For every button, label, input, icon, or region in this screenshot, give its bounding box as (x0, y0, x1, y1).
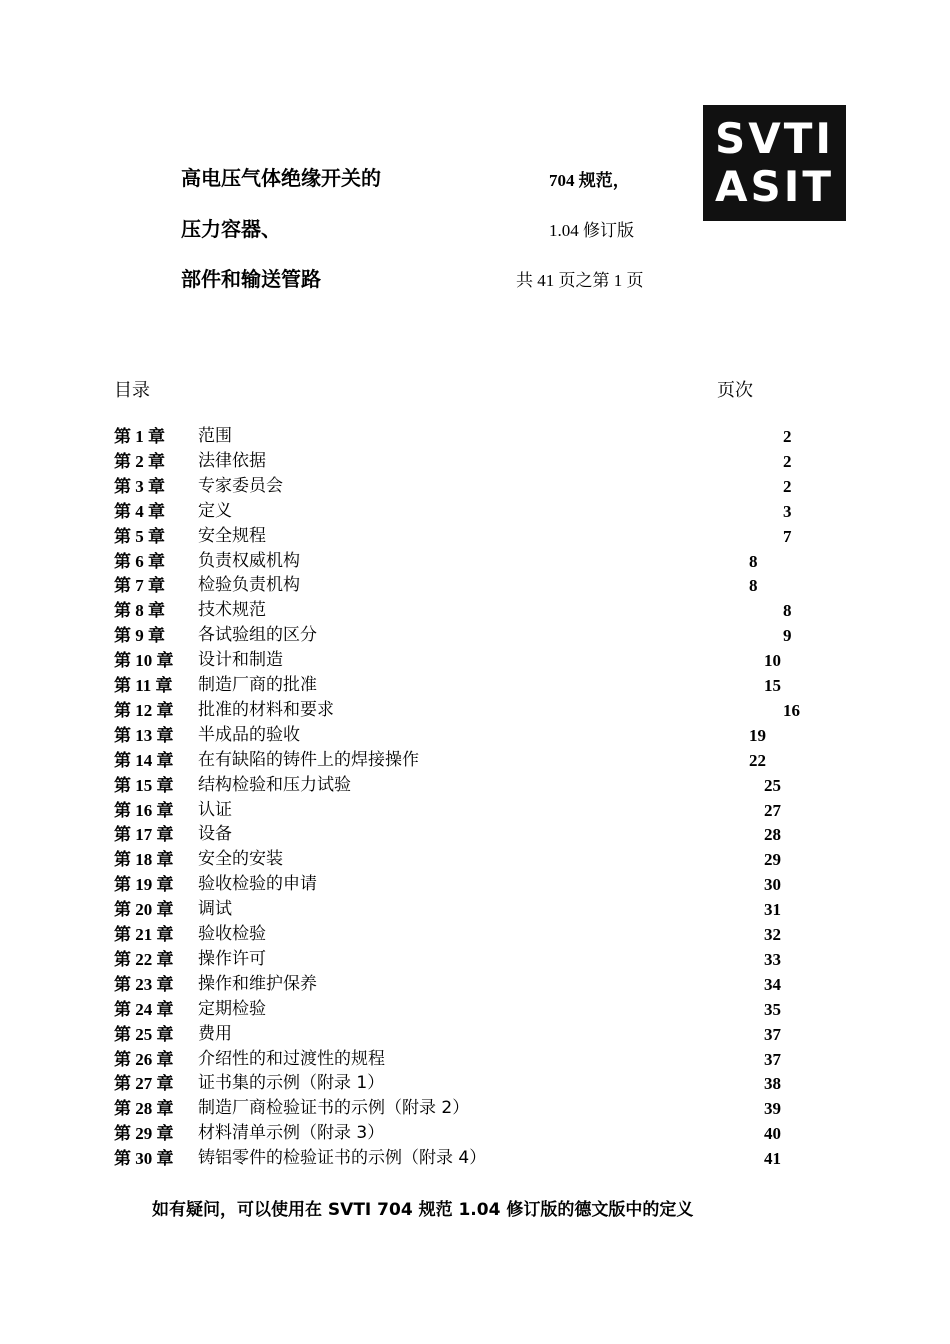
toc-entry[interactable] (114, 748, 834, 773)
toc-chapter-number: 第 11 章 (114, 676, 173, 695)
spec-label: 704 规范， (549, 171, 630, 190)
toc-chapter-number: 第 24 章 (114, 999, 174, 1019)
toc-chapter-title: 检验负责机构 (198, 575, 300, 596)
toc-chapter-title: 制造厂商的批准 (198, 675, 317, 695)
svti-asit-logo (703, 105, 846, 221)
toc-page-number: 35 (764, 999, 781, 1019)
title-line-1: 高电压气体绝缘开关的 (181, 166, 381, 190)
toc-page-number: 8 (749, 576, 758, 596)
toc-chapter-number: 第 9 章 (114, 626, 165, 646)
toc-chapter-number: 第 17 章 (114, 825, 174, 845)
toc-page-heading: 页次 (717, 380, 753, 401)
toc-chapter-number: 第 15 章 (114, 775, 174, 795)
page-info: 共 41 页之第 1 页 (516, 271, 644, 290)
toc-chapter-title: 法律依据 (198, 450, 266, 471)
toc-entry[interactable] (114, 872, 834, 897)
toc-chapter-title: 操作许可 (198, 948, 266, 969)
toc-entry[interactable] (114, 1071, 834, 1096)
toc-page-number: 31 (764, 900, 781, 920)
title-line-2: 压力容器、 (181, 217, 281, 241)
toc-chapter-title: 范围 (198, 426, 232, 446)
toc-chapter-number: 第 5 章 (114, 526, 165, 546)
toc-page-number: 29 (764, 850, 781, 870)
toc-page-number: 8 (783, 601, 792, 621)
toc-chapter-title: 结构检验和压力试验 (198, 774, 351, 795)
toc-chapter-title: 技术规范 (198, 600, 266, 621)
toc-chapter-title: 安全的安装 (198, 849, 283, 870)
toc-chapter-title: 批准的材料和要求 (198, 699, 334, 720)
toc-chapter-title: 在有缺陷的铸件上的焊接操作 (198, 749, 419, 770)
toc-page-number: 19 (749, 725, 766, 745)
toc-entry[interactable] (114, 673, 834, 698)
logo-line-1: SVTI (714, 114, 835, 163)
toc-chapter-number: 第 13 章 (114, 725, 174, 745)
toc-page-number: 7 (783, 526, 792, 546)
toc-chapter-number: 第 30 章 (114, 1149, 174, 1169)
toc-chapter-number: 第 3 章 (114, 476, 165, 496)
footer-note: 如有疑问，可以使用在 SVTI 704 规范 1.04 修订版的德文版中的定义 (152, 1200, 694, 1220)
toc-page-number: 34 (764, 974, 781, 994)
toc-chapter-number: 第 18 章 (114, 850, 174, 870)
toc-page-number: 8 (749, 551, 758, 571)
toc-chapter-title: 各试验组的区分 (198, 625, 317, 646)
toc-chapter-number: 第 25 章 (114, 1024, 174, 1044)
toc-chapter-number: 第 26 章 (114, 1049, 174, 1069)
toc-page-number: 41 (764, 1149, 781, 1169)
toc-entry[interactable] (114, 573, 834, 598)
toc-entry[interactable] (114, 474, 834, 499)
toc-page-number: 10 (764, 651, 781, 671)
toc-chapter-number: 第 16 章 (114, 800, 174, 820)
toc-page-number: 2 (783, 476, 792, 496)
toc-chapter-number: 第 1 章 (114, 427, 165, 446)
toc-chapter-title: 制造厂商检验证书的示例（附录 2） (198, 1098, 470, 1119)
toc-page-number: 9 (783, 626, 792, 646)
toc-entry[interactable] (114, 798, 834, 823)
toc-page-number: 22 (749, 750, 766, 770)
toc-page-number: 37 (764, 1049, 781, 1069)
toc-chapter-title: 费用 (198, 1023, 232, 1044)
toc-entry[interactable] (114, 524, 834, 549)
toc-entry[interactable] (114, 549, 834, 574)
toc-entry[interactable] (114, 847, 834, 872)
toc-chapter-number: 第 14 章 (114, 750, 174, 770)
toc-chapter-title: 验收检验的申请 (198, 874, 317, 895)
toc-chapter-title: 半成品的验收 (198, 724, 300, 745)
toc-chapter-title: 设计和制造 (198, 650, 283, 671)
toc-chapter-number: 第 22 章 (114, 949, 174, 969)
toc-chapter-number: 第 2 章 (114, 451, 165, 471)
toc-entry[interactable] (114, 997, 834, 1022)
toc-entry[interactable] (114, 897, 834, 922)
toc-chapter-number: 第 7 章 (114, 576, 165, 596)
toc-chapter-number: 第 10 章 (114, 651, 174, 671)
toc-chapter-number: 第 12 章 (114, 700, 174, 720)
toc-chapter-title: 验收检验 (198, 924, 266, 944)
toc-page-number: 2 (783, 451, 792, 471)
toc-page-number: 2 (783, 427, 792, 446)
toc-entry[interactable] (114, 623, 834, 648)
toc-page-number: 28 (764, 825, 781, 845)
toc-chapter-title: 负责权威机构 (198, 550, 300, 571)
toc-entry[interactable] (114, 922, 834, 947)
toc-chapter-title: 设备 (198, 824, 232, 845)
toc-page-number: 38 (764, 1074, 781, 1094)
toc-entry[interactable] (114, 723, 834, 748)
toc-entry[interactable] (114, 1022, 834, 1047)
toc-page-number: 15 (764, 676, 781, 695)
toc-page-number: 40 (764, 1124, 781, 1144)
toc-chapter-title: 介绍性的和过渡性的规程 (198, 1048, 385, 1069)
toc-chapter-title: 安全规程 (198, 525, 266, 546)
toc-entry[interactable] (114, 972, 834, 997)
toc-entry[interactable] (114, 648, 834, 673)
toc-chapter-title: 专家委员会 (198, 475, 283, 496)
toc-chapter-title: 定期检验 (198, 998, 266, 1019)
toc-chapter-title: 调试 (198, 899, 232, 920)
toc-chapter-title: 认证 (198, 799, 232, 820)
toc-entry[interactable] (114, 1047, 834, 1072)
toc-page-number: 27 (764, 800, 781, 820)
toc-page-number: 37 (764, 1024, 781, 1044)
toc-chapter-title: 铸铝零件的检验证书的示例（附录 4） (198, 1148, 487, 1169)
toc-chapter-title: 材料清单示例（附录 3） (198, 1123, 385, 1144)
title-line-3: 部件和输送管路 (181, 267, 321, 291)
toc-chapter-number: 第 8 章 (114, 601, 165, 621)
toc-entry[interactable] (114, 947, 834, 972)
toc-chapter-title: 证书集的示例（附录 1） (198, 1073, 385, 1094)
toc-chapter-number: 第 28 章 (114, 1099, 174, 1119)
revision-label: 1.04 修订版 (549, 221, 634, 240)
toc-page-number: 30 (764, 875, 781, 895)
toc-chapter-number: 第 20 章 (114, 900, 174, 920)
toc-page-number: 32 (764, 925, 781, 944)
toc-entry[interactable] (114, 822, 834, 847)
toc-chapter-title: 定义 (198, 500, 232, 521)
toc-chapter-title: 操作和维护保养 (198, 973, 317, 994)
toc-entry[interactable] (114, 1121, 834, 1146)
toc-chapter-number: 第 29 章 (114, 1124, 174, 1144)
toc-entry[interactable] (114, 773, 834, 798)
logo-line-2: ASIT (714, 162, 835, 211)
toc-page-number: 33 (764, 949, 781, 969)
toc-chapter-number: 第 19 章 (114, 875, 174, 895)
toc-entry[interactable] (114, 698, 834, 723)
toc-page-number: 25 (764, 775, 781, 795)
toc-page-number: 3 (783, 501, 792, 521)
toc-chapter-number: 第 27 章 (114, 1074, 174, 1094)
toc-page-number: 39 (764, 1099, 781, 1119)
toc-chapter-number: 第 6 章 (114, 551, 165, 571)
toc-entry[interactable] (114, 424, 834, 449)
toc-chapter-number: 第 21 章 (114, 925, 174, 944)
toc-entry[interactable] (114, 449, 834, 474)
toc-page-number: 16 (783, 700, 800, 720)
toc-entry[interactable] (114, 499, 834, 524)
toc-chapter-number: 第 4 章 (114, 501, 165, 521)
toc-entry[interactable] (114, 1096, 834, 1121)
toc-entry[interactable] (114, 1146, 834, 1171)
toc-heading: 目录 (114, 380, 150, 401)
toc-entry[interactable] (114, 598, 834, 623)
toc-chapter-number: 第 23 章 (114, 974, 174, 994)
